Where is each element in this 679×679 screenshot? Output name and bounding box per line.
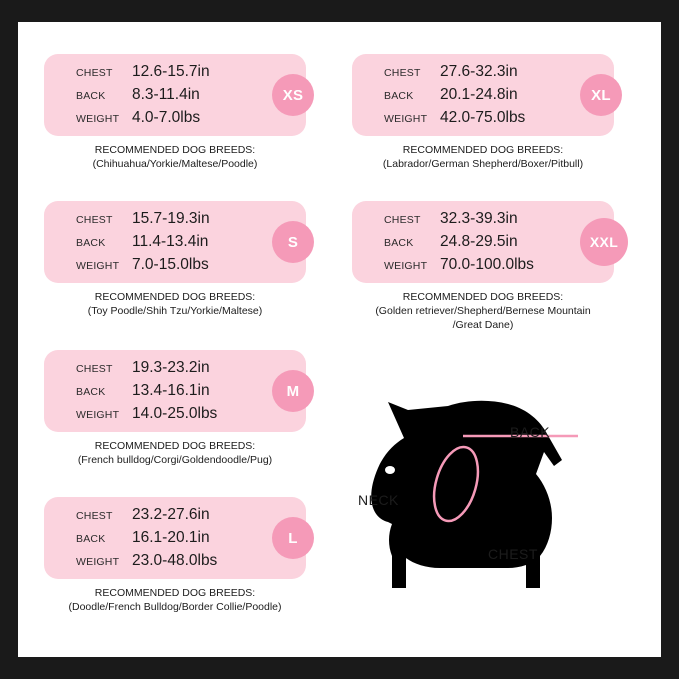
back-value: 16.1-20.1in bbox=[132, 529, 210, 546]
weight-label: WEIGHT bbox=[384, 260, 428, 272]
size-card-m bbox=[44, 350, 306, 467]
weight-row bbox=[44, 405, 306, 428]
weight-value: 14.0-25.0lbs bbox=[132, 405, 218, 422]
breeds-title: RECOMMENDED DOG BREEDS: bbox=[402, 291, 564, 303]
breeds-list-1: (French bulldog/Corgi/Goldendoodle/Pug) bbox=[77, 454, 273, 466]
size-card-xs bbox=[44, 54, 306, 171]
chest-annotation-label: CHEST bbox=[488, 546, 538, 562]
weight-row bbox=[44, 256, 306, 279]
size-panel bbox=[352, 54, 614, 136]
size-badge-s: S bbox=[272, 221, 314, 263]
chest-value: 32.3-39.3in bbox=[440, 210, 518, 227]
size-panel bbox=[44, 350, 306, 432]
breeds-title: RECOMMENDED DOG BREEDS: bbox=[94, 587, 256, 599]
back-row bbox=[352, 233, 614, 256]
size-chart-canvas bbox=[18, 22, 661, 657]
size-badge-l: L bbox=[272, 517, 314, 559]
weight-row bbox=[44, 552, 306, 575]
back-row bbox=[44, 382, 306, 405]
back-row bbox=[352, 86, 614, 109]
back-label: BACK bbox=[76, 90, 106, 102]
chest-row bbox=[352, 63, 614, 86]
back-value: 13.4-16.1in bbox=[132, 382, 210, 399]
size-card-xl bbox=[352, 54, 614, 171]
breeds-block bbox=[44, 290, 306, 318]
size-card-l bbox=[44, 497, 306, 614]
chest-label: CHEST bbox=[76, 67, 113, 79]
back-annotation-label: BACK bbox=[510, 424, 551, 440]
chest-label: CHEST bbox=[76, 363, 113, 375]
back-label: BACK bbox=[76, 237, 106, 249]
chest-label: CHEST bbox=[384, 214, 421, 226]
breeds-block bbox=[44, 439, 306, 467]
back-value: 24.8-29.5in bbox=[440, 233, 518, 250]
chest-row bbox=[44, 506, 306, 529]
breeds-block bbox=[352, 143, 614, 171]
breeds-block bbox=[44, 143, 306, 171]
breeds-list-1: (Doodle/French Bulldog/Border Collie/Poodle) bbox=[68, 601, 282, 613]
back-value: 20.1-24.8in bbox=[440, 86, 518, 103]
size-badge-xxl: XXL bbox=[580, 218, 628, 266]
weight-row bbox=[44, 109, 306, 132]
back-label: BACK bbox=[76, 386, 106, 398]
chest-row bbox=[352, 210, 614, 233]
weight-value: 7.0-15.0lbs bbox=[132, 256, 209, 273]
breeds-list-2: /Great Dane) bbox=[452, 319, 514, 331]
size-panel bbox=[44, 54, 306, 136]
breeds-block bbox=[44, 586, 306, 614]
weight-value: 4.0-7.0lbs bbox=[132, 109, 201, 126]
breeds-list-1: (Labrador/German Shepherd/Boxer/Pitbull) bbox=[382, 158, 584, 170]
breeds-title: RECOMMENDED DOG BREEDS: bbox=[94, 440, 256, 452]
chest-value: 12.6-15.7in bbox=[132, 63, 210, 80]
weight-label: WEIGHT bbox=[76, 260, 120, 272]
breeds-block bbox=[352, 290, 614, 332]
weight-value: 42.0-75.0lbs bbox=[440, 109, 526, 126]
breeds-list-1: (Chihuahua/Yorkie/Maltese/Poodle) bbox=[92, 158, 258, 170]
size-panel bbox=[352, 201, 619, 283]
chest-row bbox=[44, 63, 306, 86]
weight-row bbox=[352, 109, 614, 132]
weight-label: WEIGHT bbox=[76, 113, 120, 125]
neck-annotation-label: NECK bbox=[358, 492, 399, 508]
size-card-s bbox=[44, 201, 306, 318]
chest-value: 15.7-19.3in bbox=[132, 210, 210, 227]
weight-label: WEIGHT bbox=[384, 113, 428, 125]
chest-label: CHEST bbox=[384, 67, 421, 79]
breeds-list-1: (Toy Poodle/Shih Tzu/Yorkie/Maltese) bbox=[87, 305, 263, 317]
breeds-title: RECOMMENDED DOG BREEDS: bbox=[402, 144, 564, 156]
weight-value: 70.0-100.0lbs bbox=[440, 256, 534, 273]
size-badge-m: M bbox=[272, 370, 314, 412]
breeds-title: RECOMMENDED DOG BREEDS: bbox=[94, 291, 256, 303]
chest-label: CHEST bbox=[76, 510, 113, 522]
size-card-xxl bbox=[352, 201, 619, 332]
chest-value: 27.6-32.3in bbox=[440, 63, 518, 80]
weight-row bbox=[352, 256, 614, 279]
size-panel bbox=[44, 201, 306, 283]
chest-label: CHEST bbox=[76, 214, 113, 226]
back-label: BACK bbox=[384, 90, 414, 102]
breeds-title: RECOMMENDED DOG BREEDS: bbox=[94, 144, 256, 156]
weight-label: WEIGHT bbox=[76, 409, 120, 421]
back-row bbox=[44, 529, 306, 552]
dog-illustration bbox=[348, 374, 648, 624]
back-label: BACK bbox=[76, 533, 106, 545]
size-badge-xs: XS bbox=[272, 74, 314, 116]
weight-label: WEIGHT bbox=[76, 556, 120, 568]
chest-row bbox=[44, 359, 306, 382]
size-badge-xl: XL bbox=[580, 74, 622, 116]
back-row bbox=[44, 233, 306, 256]
back-row bbox=[44, 86, 306, 109]
chest-value: 23.2-27.6in bbox=[132, 506, 210, 523]
chest-row bbox=[44, 210, 306, 233]
weight-value: 23.0-48.0lbs bbox=[132, 552, 218, 569]
back-label: BACK bbox=[384, 237, 414, 249]
back-value: 11.4-13.4in bbox=[132, 233, 209, 250]
back-value: 8.3-11.4in bbox=[132, 86, 200, 103]
chest-value: 19.3-23.2in bbox=[132, 359, 210, 376]
size-panel bbox=[44, 497, 306, 579]
breeds-list-1: (Golden retriever/Shepherd/Bernese Mountain bbox=[375, 305, 591, 317]
